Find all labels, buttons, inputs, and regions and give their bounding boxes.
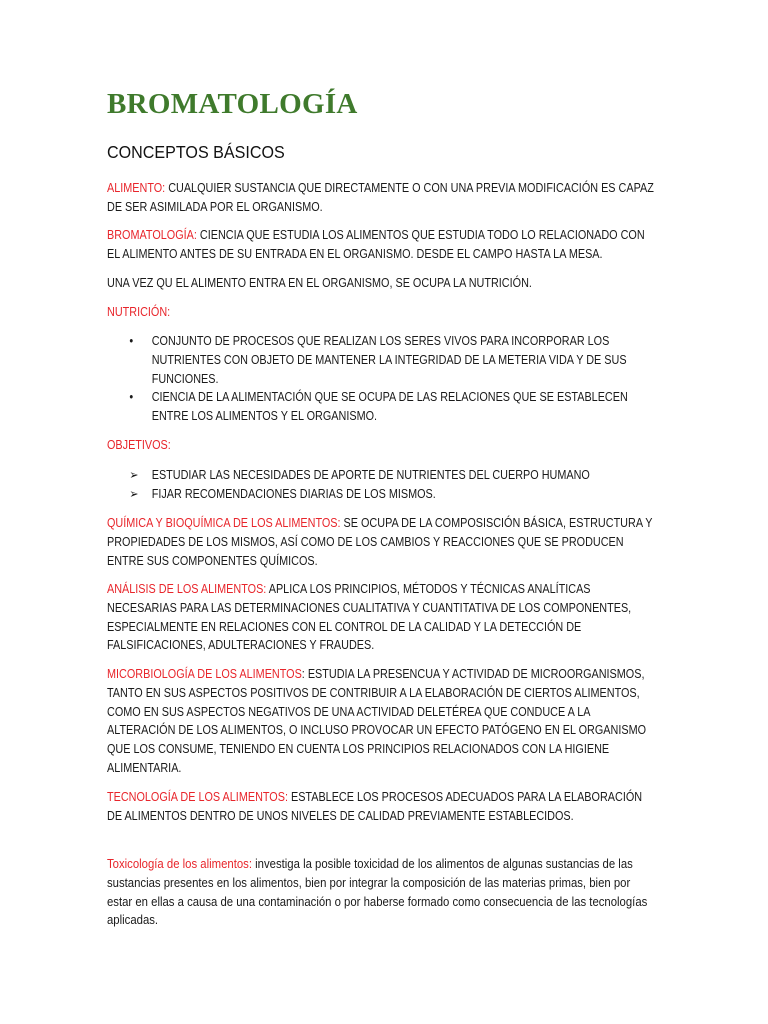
paragraph-microbiologia (107, 665, 657, 778)
list-item (107, 388, 657, 426)
definition-tecnologia: ESTABLECE LOS PROCESOS ADECUADOS PARA LA ELABORACIÓN DE ALIMENTOS DENTRO DE UNOS NIVELES DE CALIDAD PREVIAMENTE ESTABLECIDOS. (107, 790, 643, 823)
paragraph-nutricion-intro: UNA VEZ QU EL ALIMENTO ENTRA EN EL ORGANISMO, SE OCUPA LA NUTRICIÓN. (107, 276, 532, 290)
definition-alimento: CUALQUIER SUSTANCIA QUE DIRECTAMENTE O CON UNA PREVIA MODIFICACIÓN ES CAPAZ DE SER ASIMILADA POR EL ORGANISMO. (107, 181, 654, 214)
paragraph-analisis (107, 580, 657, 655)
term-analisis: ANÁLISIS DE LOS ALIMENTOS: (107, 582, 267, 596)
paragraph-tecnologia (107, 788, 657, 826)
term-quimica: QUÍMICA Y BIOQUÍMICA DE LOS ALIMENTOS: (107, 516, 341, 530)
bullet-icon: • (129, 390, 134, 405)
bullet-icon: • (129, 334, 134, 348)
term-tecnologia: TECNOLOGÍA DE LOS ALIMENTOS: (107, 790, 288, 804)
term-bromatologia: BROMATOLOGÍA: (107, 228, 197, 242)
definition-quimica: SE OCUPA DE LA COMPOSISCIÓN BÁSICA, ESTRUCTURA Y PROPIEDADES DE LOS MISMOS, ASÍ COMO DE LOS CAMBIOS Y REACCIONES QUE SE PRODUCEN ENTRE SUS COMPONENTES QUÍMICOS. (107, 516, 653, 568)
paragraph-toxicologia (107, 855, 657, 930)
term-alimento: ALIMENTO: (107, 181, 166, 195)
arrow-bullet-icon: ➢ (129, 486, 139, 501)
paragraph-bromatologia (107, 226, 657, 264)
definition-analisis: APLICA LOS PRINCIPIOS, MÉTODOS Y TÉCNICAS ANALÍTICAS NECESARIAS PARA LAS DETERMINACIONES CUALITATIVA Y CUANTITATIVA DE LOS COMPONENTES, ESPECIALMENTE EN RELACIONES CON EL CONTROL DE LA CALIDAD Y LA DETECCIÓN DE FALSIFICACIONES, ADULTERACIONES Y FRAUDES. (107, 582, 632, 653)
heading-nutricion: NUTRICIÓN: (107, 305, 171, 319)
list-item (107, 466, 657, 485)
definition-microbiologia: : ESTUDIA LA PRESENCUA Y ACTIVIDAD DE MICROORGANISMOS, TANTO EN SUS ASPECTOS POSITIVOS DE CONTRIBUIR A LA ELABORACIÓN DE CIERTOS ALIMENTOS, COMO EN SUS ASPECTOS NEGATIVOS DE UNA ACTIVIDAD DELETÉREA QUE CONDUCE A LA ALTERACIÓN DE LOS ALIMENTOS, O INCLUSO PROVOCAR UN EFECTO PATÓGENO EN EL ORGANISMO QUE LOS CONSUME, TENIENDO EN CUENTA LOS PRINCIPIOS RELACIONADOS CON LA HIGIENE ALIMENTARIA. (107, 667, 647, 775)
paragraph-quimica (107, 514, 657, 570)
list-item (107, 485, 657, 504)
page-title: BROMATOLOGÍA (107, 88, 358, 120)
section-subtitle: CONCEPTOS BÁSICOS (107, 142, 285, 162)
list-item-text: ESTUDIAR LAS NECESIDADES DE APORTE DE NUTRIENTES DEL CUERPO HUMANO (151, 468, 590, 482)
nutricion-list (107, 332, 657, 426)
list-item-text: CIENCIA DE LA ALIMENTACIÓN QUE SE OCUPA DE LAS RELACIONES QUE SE ESTABLECEN ENTRE LOS ALIMENTOS Y EL ORGANISMO. (151, 390, 628, 424)
list-item (107, 332, 657, 388)
definition-bromatologia: CIENCIA QUE ESTUDIA LOS ALIMENTOS QUE ESTUDIA TODO LO RELACIONADO CON EL ALIMENTO ANTES DE SU ENTRADA EN EL ORGANISMO. DESDE EL CAMPO HASTA LA MESA. (107, 228, 645, 261)
arrow-bullet-icon: ➢ (129, 468, 139, 482)
list-item-text: CONJUNTO DE PROCESOS QUE REALIZAN LOS SERES VIVOS PARA INCORPORAR LOS NUTRIENTES CON OBJETO DE MANTENER LA INTEGRIDAD DE LA METERIA VIDA Y DE SUS FUNCIONES. (151, 334, 627, 386)
objetivos-list (107, 466, 657, 504)
heading-objetivos: OBJETIVOS: (107, 438, 171, 452)
list-item-text: FIJAR RECOMENDACIONES DIARIAS DE LOS MISMOS. (151, 486, 436, 501)
term-microbiologia: MICORBIOLOGÍA DE LOS ALIMENTOS (107, 667, 302, 681)
term-toxicologia: Toxicología de los alimentos: (107, 856, 253, 871)
definition-toxicologia: investiga la posible toxicidad de los alimentos de algunas sustancias de las sustancias presentes en los alimentos, bien por integrar la composición de las materias primas, bien por estar en ellas a causa de una contaminación o por haberse formado como consecuencia de las tecnologías aplicadas. (107, 856, 648, 928)
paragraph-alimento (107, 179, 657, 217)
